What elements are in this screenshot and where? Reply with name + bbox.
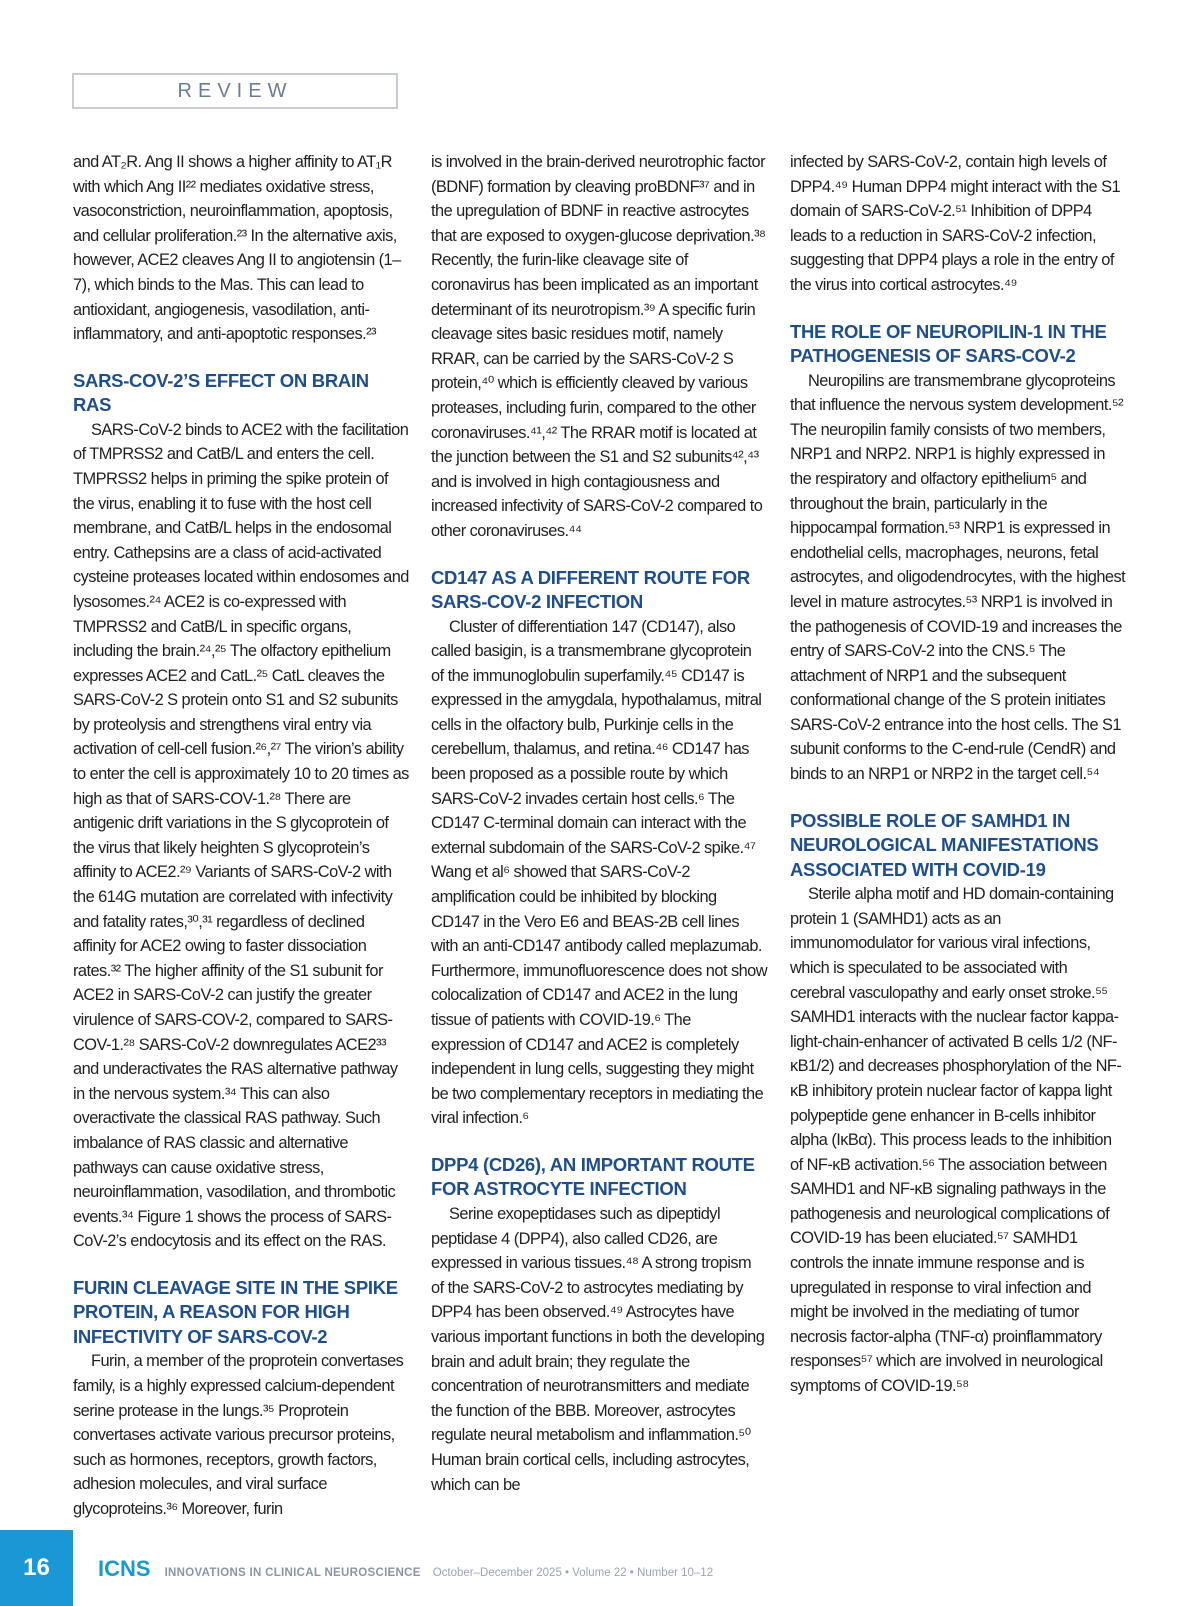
article-column-3 [790,150,1126,1399]
paragraph: Neuropilins are transmembrane glycoproteins that influence the nervous system development.⁵² The neuropilin family consists of two members, NRP1 and NRP2. NRP1 is highly expressed in the respiratory and olfactory epithelium⁵ and throughout the brain, particularly in the hippocampal formation.⁵³ NRP1 is expressed in endothelial cells, macrophages, neurons, fetal astrocytes, and oligodendrocytes, with the highest level in mature astrocytes.⁵³ NRP1 is involved in the pathogenesis of COVID-19 and increases the entry of SARS-CoV-2 into the CNS.⁵ The attachment of NRP1 and the subsequent conformational change of the S protein initiates SARS-CoV-2 entrance into the host cells. The S1 subunit conforms to the C-end-rule (CendR) and binds to an NRP1 or NRP2 in the target cell.⁵⁴ [790,371,1126,784]
article-column-1 [73,150,409,1522]
section-heading: CD147 AS A DIFFERENT ROUTE FOR SARS-COV-2 INFECTION [431,566,750,612]
paragraph: Sterile alpha motif and HD domain-containing protein 1 (SAMHD1) acts as an immunomodulator for various viral infections, which is speculated to be associated with cerebral vasculopathy and early onset stroke.⁵⁵ SAMHD1 interacts with the nuclear factor kappa-light-chain-enhancer of activated B cells 1/2 (NF-κB1/2) and decreases phosphorylation of the NF-κB inhibitory protein nuclear factor of kappa light polypeptide gene enhancer in B-cells inhibitor alpha (IκBα). This process leads to the inhibition of NF-κB activation.⁵⁶ The association between SAMHD1 and NF-κB signaling pathways in the pathogenesis and neurological complications of COVID-19 has been eluciated.⁵⁷ SAMHD1 controls the innate immune response and is upregulated in response to viral infection and might be involved in the mediating of tumor necrosis factor-alpha (TNF-α) proinflammatory responses⁵⁷ which are involved in neurological symptoms of COVID-19.⁵⁸ [790,885,1122,1396]
page-number: 16 [23,1554,50,1581]
article-column-2 [431,150,767,1497]
section-heading: THE ROLE OF NEUROPILIN-1 IN THE PATHOGENESIS OF SARS-COV-2 [790,320,1107,367]
paragraph: is involved in the brain-derived neurotrophic factor (BDNF) formation by cleaving proBDNF³⁷ and in the upregulation of BDNF in reactive astrocytes that are exposed to oxygen-glucose deprivation.³⁸ Recently, the furin-like cleavage site of coronavirus has been implicated as an important determinant of its neurotropism.³⁹ A specific furin cleavage sites basic residues motif, namely RRAR, can be carried by the SARS-CoV-2 S protein,⁴⁰ which is efficiently cleaved by various proteases, including furin, compared to the other coronaviruses.⁴¹,⁴² The RRAR motif is located at the junction between the S1 and S2 subunits⁴²,⁴³ and is involved in high contagiousness and increased infectivity of SARS-CoV-2 compared to other coronaviruses.⁴⁴ [431,153,766,540]
issue-info: October–December 2025 • Volume 22 • Number 10–12 [432,1567,714,1579]
section-heading: DPP4 (CD26), AN IMPORTANT ROUTE FOR ASTROCYTE INFECTION [431,1153,755,1200]
section-heading: POSSIBLE ROLE OF SAMHD1 IN NEUROLOGICAL MANIFESTATIONS ASSOCIATED WITH COVID-19 [790,809,1099,880]
paragraph: SARS-CoV-2 binds to ACE2 with the facilitation of TMPRSS2 and CatB/L and enters the cell. TMPRSS2 helps in priming the spike protein of the virus, enabling it to fuse with the host cell membrane, and CatB/L helps in the endosomal entry. Cathepsins are a class of acid-activated cysteine proteases located within endosomes and lysosomes.²⁴ ACE2 is co-expressed with TMPRSS2 and CatB/L in specific organs, including the brain.²⁴,²⁵ The olfactory epithelium expresses ACE2 and CatL.²⁵ CatL cleaves the SARS-CoV-2 S protein onto S1 and S2 subunits by proteolysis and strengthens viral entry via activation of cell-cell fusion.²⁶,²⁷ The virion’s ability to enter the cell is approximately 10 to 20 times as high as that of SARS-COV-1.²⁸ There are antigenic drift variations in the S glycoprotein of the virus that likely heighten S glycoprotein’s affinity to ACE2.²⁹ Variants of SARS-CoV-2 with the 614G mutation are correlated with infectivity and fatality rates,³⁰,³¹ regardless of declined affinity for ACE2 owing to faster dissociation rates.³² The higher affinity of the S1 subunit for ACE2 in SARS-CoV-2 can justify the greater virulence of SARS-COV-2, compared to SARS-COV-1.²⁸ SARS-CoV-2 downregulates ACE2³³ and underactivates the RAS alternative pathway in the nervous system.³⁴ This can also overactivate the classical RAS pathway. Such imbalance of RAS classic and alternative pathways can cause oxidative stress, neuroinflammation, vasodilation, and thrombotic events.³⁴ Figure 1 shows the process of SARS-CoV-2’s endocytosis and its effect on the RAS. [73,420,409,1251]
section-label-text: REVIEW [177,79,293,102]
section-heading: SARS-COV-2’S EFFECT ON BRAIN RAS [73,369,369,416]
section-heading: FURIN CLEAVAGE SITE IN THE SPIKE PROTEIN, A REASON FOR HIGH INFECTIVITY OF SARS-COV-2 [73,1276,398,1347]
paragraph: infected by SARS-CoV-2, contain high levels of DPP4.⁴⁹ Human DPP4 might interact with the S1 domain of SARS-CoV-2.⁵¹ Inhibition of DPP4 leads to a reduction in SARS-CoV-2 infection, suggesting that DPP4 plays a role in the entry of the virus into cortical astrocytes.⁴⁹ [790,153,1121,294]
section-label [72,73,398,109]
paragraph: Serine exopeptidases such as dipeptidyl peptidase 4 (DPP4), also called CD26, are expressed in various tissues.⁴⁸ A strong tropism of the SARS-CoV-2 to astrocytes mediating by DPP4 has been observed.⁴⁹ Astrocytes have various important functions in both the developing brain and adult brain; they regulate the concentration of neurotransmitters and mediate the function of the BBB. Moreover, astrocytes regulate neural metabolism and inflammation.⁵⁰ Human brain cortical cells, including astrocytes, which can be [431,1204,765,1494]
paragraph: Cluster of differentiation 147 (CD147), also called basigin, is a transmembrane glycoprotein of the immunoglobulin superfamily.⁴⁵ CD147 is expressed in the amygdala, hypothalamus, mitral cells in the olfactory bulb, Purkinje cells in the cerebellum, thalamus, and retina.⁴⁶ CD147 has been proposed as a possible route by which SARS-CoV-2 invades certain host cells.⁶ The CD147 C-terminal domain can interact with the external subdomain of the SARS-CoV-2 spike.⁴⁷ Wang et al⁶ showed that SARS-CoV-2 amplification could be inhibited by blocking CD147 in the Vero E6 and BEAS-2B cell lines with an anti-CD147 antibody called meplazumab. Furthermore, immunofluorescence does not show colocalization of CD147 and ACE2 in the lung tissue of patients with COVID-19.⁶ The expression of CD147 and ACE2 is completely independent in lung cells, suggesting they might be two complementary receptors in mediating the viral infection.⁶ [431,617,768,1128]
paragraph: Furin, a member of the proprotein convertases family, is a highly expressed calcium-dependent serine protease in the lungs.³⁵ Proprotein convertases activate various precursor proteins, such as hormones, receptors, growth factors, adhesion molecules, and viral surface glycoproteins.³⁶ Moreover, furin [73,1352,404,1518]
page-number-box [0,1530,73,1606]
journal-logo: ICNS [98,1556,151,1581]
paragraph: and AT₂R. Ang II shows a higher affinity to AT₁R with which Ang II²² mediates oxidative stress, vasoconstriction, neuroinflammation, apoptosis, and cellular proliferation.²³ In the alternative axis, however, ACE2 cleaves Ang II to angiotensin (1–7), which binds to the Mas. This can lead to antioxidant, angiogenesis, vasodilation, anti-inflammatory, and anti-apoptotic responses.²³ [73,153,401,344]
journal-name: INNOVATIONS IN CLINICAL NEUROSCIENCE [164,1567,421,1579]
footer [98,1556,713,1582]
